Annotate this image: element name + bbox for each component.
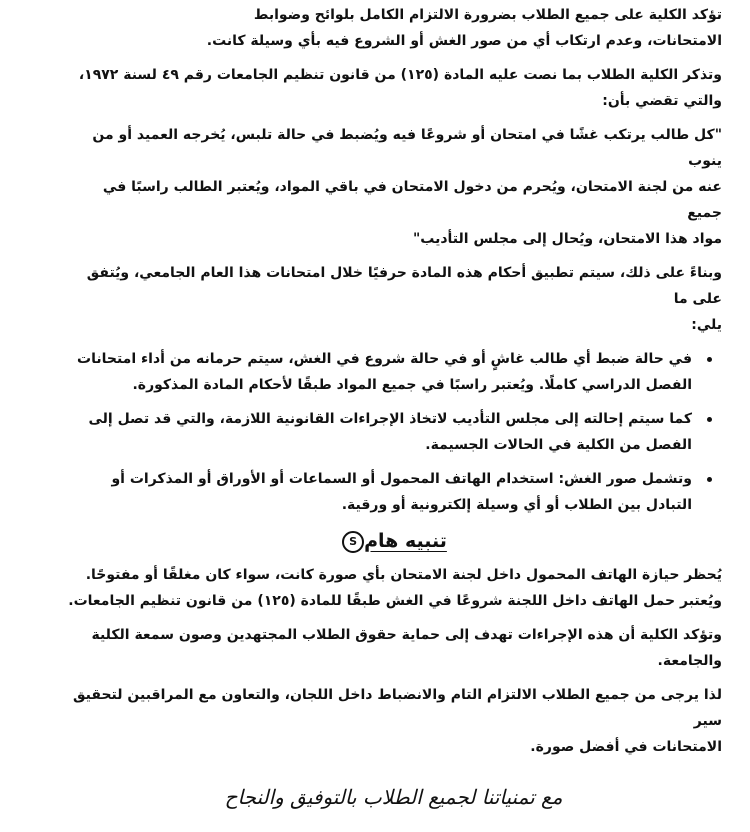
bullet-item (65, 346, 722, 398)
quote-line-3: مواد هذا الامتحان، ويُحال إلى مجلس التأديب" (412, 231, 722, 247)
bullet-3-line-2: التبادل بين الطلاب أو أي وسيلة إلكترونية أو ورقية. (341, 497, 692, 513)
intro-paragraph (65, 2, 722, 54)
top-line-1: تؤكد الكلية على جميع الطلاب بضرورة الالتزام الكامل بلوائح وضوابط (253, 7, 722, 23)
request-paragraph (65, 682, 722, 760)
signature: مع تمنياتنا لجميع الطلاب بالتوفيق والنجاح (224, 785, 563, 809)
emphasis-1: وتؤكد الكلية أن هذه الإجراءات تهدف إلى حماية حقوق الطلاب المجتهدين وصون سمعة الكلية (91, 627, 722, 643)
bullet-icon (707, 417, 712, 422)
bullet-1-line-1: في حالة ضبط أي طالب غاشٍ أو في حالة شروع في الغش، سيتم حرمانه من أداء امتحانات (77, 351, 692, 367)
quote-line-2: عنه من لجنة الامتحان، ويُحرم من دخول الامتحان في باقي المواد، ويُعتبر الطالب راسبًا في جميع (102, 179, 722, 221)
quote-paragraph (65, 122, 722, 252)
law-intro-paragraph (65, 62, 722, 114)
warning-text-2: ويُعتبر حمل الهاتف داخل اللجنة شروعًا في الغش طبقًا للمادة (١٢٥) من قانون تنظيم الجامعات. (68, 593, 722, 609)
agreement-1: وبناءً على ذلك، سيتم تطبيق أحكام هذه المادة حرفيًا خلال امتحانات هذا العام الجامعي، ويُتفق على ما (86, 265, 722, 307)
warning-circle-icon: S (342, 531, 364, 553)
bullet-icon (707, 357, 712, 362)
bullet-1-line-2: الفصل الدراسي كاملًا. ويُعتبر راسبًا في جميع المواد طبقًا لأحكام المادة المذكورة. (132, 377, 692, 393)
law-intro-1: وتذكر الكلية الطلاب بما نصت عليه المادة (١٢٥) من قانون تنظيم الجامعات رقم ٤٩ لسنة ١٩٧٢، (78, 67, 722, 83)
law-intro-2: والتي تقضي بأن: (602, 93, 722, 109)
bullet-3-line-1: وتشمل صور الغش: استخدام الهاتف المحمول أو السماعات أو الأوراق أو المذكرات أو (111, 471, 692, 487)
emphasis-2: والجامعة. (657, 653, 722, 669)
warning-heading (65, 526, 722, 556)
warning-title: تنبيه هام (364, 530, 447, 552)
request-1: لذا يرجى من جميع الطلاب الالتزام التام والانضباط داخل اللجان، والتعاون مع المراقبين لتحقيق سير (73, 687, 722, 729)
warning-paragraph (65, 562, 722, 614)
agreement-paragraph (65, 260, 722, 338)
bullet-2-line-1: كما سيتم إحالته إلى مجلس التأديب لاتخاذ الإجراءات القانونية اللازمة، والتي قد تصل إلى (88, 411, 692, 427)
bullet-item (65, 406, 722, 458)
top-line-2: الامتحانات، وعدم ارتكاب أي من صور الغش أو الشروع فيه بأي وسيلة كانت. (206, 33, 722, 49)
bullet-icon (707, 477, 712, 482)
quote-line-1: "كل طالب يرتكب غشًا في امتحان أو شروعًا فيه ويُضبط في حالة تلبس، يُخرجه العميد أو من ينوب (92, 127, 722, 169)
bullet-2-line-2: الفصل من الكلية في الحالات الجسيمة. (425, 437, 692, 453)
agreement-2: يلي: (691, 317, 722, 333)
emphasis-paragraph (65, 622, 722, 674)
warning-text-1: يُحظر حيازة الهاتف المحمول داخل لجنة الامتحان بأي صورة كانت، سواء كان مغلقًا أو مفتوحًا. (85, 567, 722, 583)
request-2: الامتحانات في أفضل صورة. (530, 739, 722, 755)
bullet-item (65, 466, 722, 518)
bullet-list (65, 346, 722, 518)
